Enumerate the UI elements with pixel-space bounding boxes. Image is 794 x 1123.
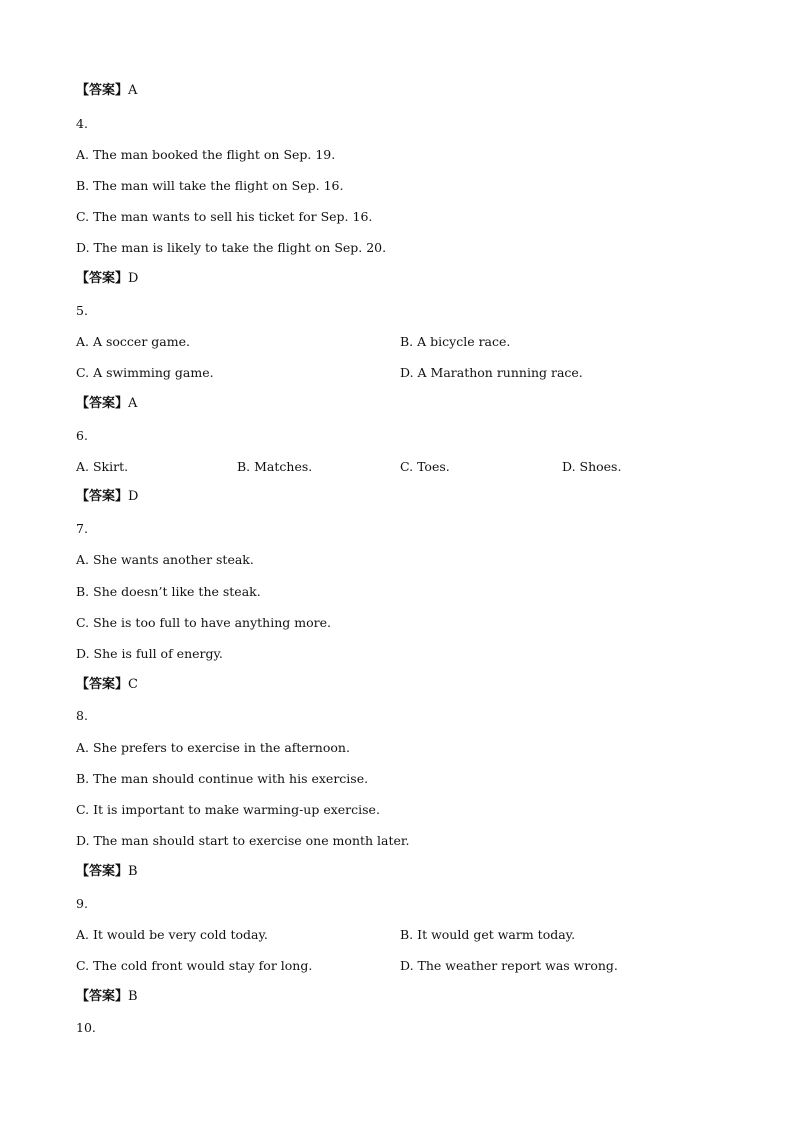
answer-q3 [76, 83, 137, 99]
answer-q6 [76, 489, 138, 505]
answer-label: 【答案】 [76, 396, 129, 411]
answer-value: A [128, 396, 138, 411]
q7-option-c: C. She is too full to have anything more. [76, 615, 331, 630]
q4-option-d: D. The man is likely to take the flight on Sep. 20. [76, 240, 387, 255]
answer-label: 【答案】 [76, 83, 129, 98]
q5-option-b: B. A bicycle race. [400, 334, 511, 349]
question-number-9: 9. [76, 896, 88, 911]
answer-label: 【答案】 [76, 271, 129, 286]
q4-option-c: C. The man wants to sell his ticket for Sep. 16. [76, 209, 373, 224]
answer-q4 [76, 271, 138, 287]
question-number-4: 4. [76, 116, 88, 131]
q7-option-b: B. She doesn’t like the steak. [76, 584, 261, 599]
q8-option-a: A. She prefers to exercise in the afternoon. [76, 740, 350, 755]
question-number-5: 5. [76, 303, 88, 318]
q4-option-a: A. The man booked the flight on Sep. 19. [76, 147, 336, 162]
q7-option-d: D. She is full of energy. [76, 646, 223, 661]
q6-option-d: D. Shoes. [562, 459, 622, 474]
answer-q7 [76, 677, 138, 693]
q8-option-c: C. It is important to make warming-up exercise. [76, 802, 380, 817]
question-number-10: 10. [76, 1020, 96, 1035]
q8-option-b: B. The man should continue with his exercise. [76, 771, 369, 786]
q4-option-b: B. The man will take the flight on Sep. 16. [76, 178, 344, 193]
answer-value: C [128, 677, 138, 692]
q6-option-b: B. Matches. [237, 459, 313, 474]
q9-option-a: A. It would be very cold today. [76, 927, 268, 942]
answer-value: A [128, 83, 138, 98]
q5-option-a: A. A soccer game. [76, 334, 190, 349]
q5-option-d: D. A Marathon running race. [400, 365, 583, 380]
answer-value: D [128, 271, 139, 286]
q5-option-c: C. A swimming game. [76, 365, 214, 380]
answer-label: 【答案】 [76, 677, 129, 692]
question-number-8: 8. [76, 708, 88, 723]
answer-label: 【答案】 [76, 989, 129, 1004]
q9-option-c: C. The cold front would stay for long. [76, 958, 313, 973]
answer-label: 【答案】 [76, 864, 129, 879]
q9-option-d: D. The weather report was wrong. [400, 958, 618, 973]
q9-option-b: B. It would get warm today. [400, 927, 576, 942]
answer-q9 [76, 989, 138, 1005]
question-number-6: 6. [76, 428, 88, 443]
q6-option-c: C. Toes. [400, 459, 450, 474]
q6-option-a: A. Skirt. [76, 459, 129, 474]
q7-option-a: A. She wants another steak. [76, 552, 254, 567]
answer-value: B [128, 864, 138, 879]
answer-value: D [128, 489, 139, 504]
answer-q8 [76, 864, 138, 880]
q8-option-d: D. The man should start to exercise one month later. [76, 833, 410, 848]
answer-value: B [128, 989, 138, 1004]
answer-q5 [76, 396, 137, 412]
question-number-7: 7. [76, 521, 88, 536]
answer-label: 【答案】 [76, 489, 129, 504]
